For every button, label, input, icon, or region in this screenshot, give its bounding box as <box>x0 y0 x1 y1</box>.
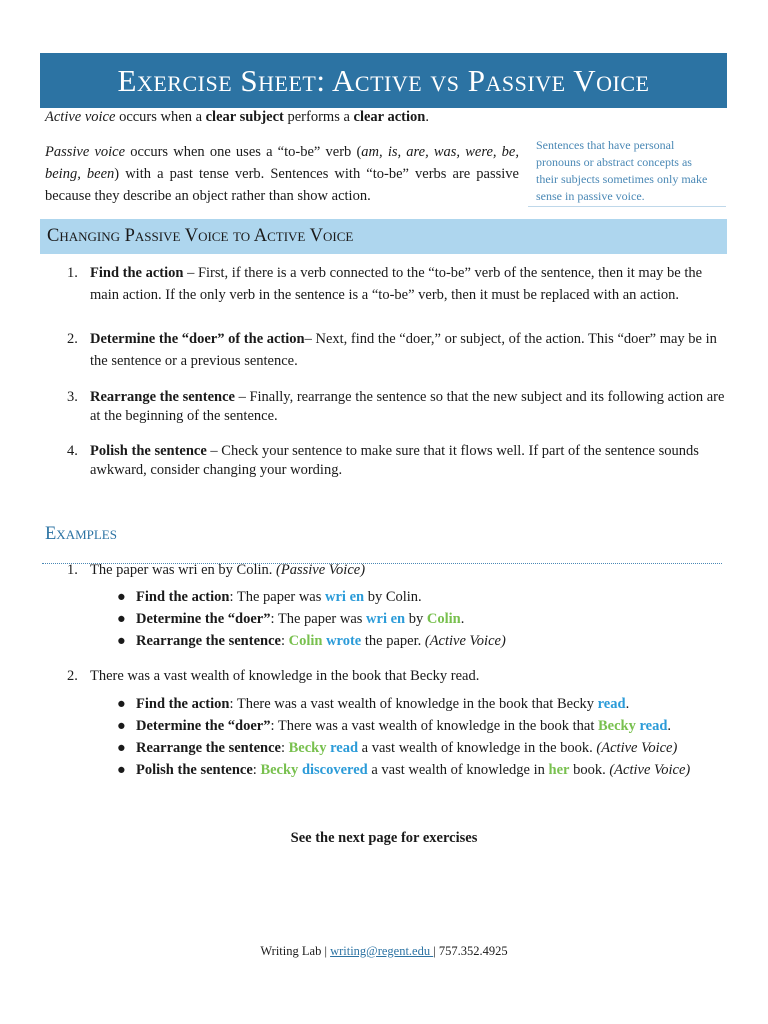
text-segment: ) with a past tense verb. Sentences with “to-be” verbs are passive because they describe an object rather than show action. <box>45 166 519 204</box>
step-label: Determine the “doer” <box>136 718 271 734</box>
highlight-action: discovered <box>301 762 368 778</box>
step-title: Rearrange the sentence <box>90 389 235 405</box>
list-item <box>113 630 725 652</box>
step-text <box>90 328 725 372</box>
page-title: Exercise Sheet: Active vs Passive Voice <box>40 53 727 108</box>
highlight-doer: Colin <box>288 633 323 649</box>
example-text <box>90 559 365 581</box>
text-segment: the paper. <box>361 633 425 649</box>
step-label: Find the action <box>136 589 230 605</box>
highlight-doer: Becky <box>260 762 299 778</box>
list-item <box>113 759 725 781</box>
text-segment: : The paper was <box>229 589 326 605</box>
text-segment: . <box>667 718 672 734</box>
voice-note: (Active Voice) <box>609 762 691 778</box>
example-text: There was a vast wealth of knowledge in the book that Becky read. <box>90 668 480 684</box>
example-number: 1. <box>67 562 78 578</box>
text-segment: a vast wealth of knowledge in the book. <box>358 740 597 756</box>
step-number: 2. <box>67 331 78 347</box>
footer-separator: | <box>433 944 439 958</box>
highlight-action: read <box>639 718 668 734</box>
active-voice-definition <box>45 107 725 127</box>
highlight-action: read <box>330 740 359 756</box>
voice-note: (Active Voice) <box>596 740 678 756</box>
step-label: Rearrange the sentence <box>136 740 281 756</box>
text-segment: . <box>460 611 465 627</box>
bullet: ● <box>117 696 126 712</box>
highlight-action: read <box>597 696 626 712</box>
step-item <box>45 388 725 426</box>
step-title: Find the action <box>90 265 184 281</box>
section-heading: Changing Passive Voice to Active Voice <box>40 219 727 254</box>
bullet: ● <box>117 762 126 778</box>
text-segment: occurs when one uses a “to-be” verb ( <box>125 144 362 160</box>
step-number: 4. <box>67 443 78 459</box>
text-segment: : There was a vast wealth of knowledge in the book that <box>270 718 598 734</box>
examples-heading: Examples <box>45 524 117 544</box>
steps-list <box>45 262 725 480</box>
example-number: 2. <box>67 668 78 684</box>
sidebar-divider <box>528 206 726 207</box>
step-description: – Finally, rearrange the sentence so that the new subject and its following action are at the beginning of the sentence. <box>90 389 725 424</box>
next-page-note: See the next page for exercises <box>290 830 478 846</box>
text-segment: occurs when a <box>115 109 206 125</box>
sidebar-note: Sentences that have personal pronouns or abstract concepts as their subjects sometimes only make sense in passive voice. <box>536 138 708 203</box>
footer-lab: Writing Lab <box>260 944 322 958</box>
bullet: ● <box>117 740 126 756</box>
example-2 <box>45 665 725 781</box>
step-description: – First, if there is a verb connected to the “to-be” verb of the sentence, then it may be the main action. If the only verb in the sentence is a “to-be” verb, then it must be replaced with an action. <box>90 265 703 303</box>
list-item <box>113 693 725 715</box>
step-description: – Check your sentence to make sure that it flows well. If part of the sentence sounds awkward, consider changing your wording. <box>90 443 699 478</box>
text-segment: book. <box>569 762 610 778</box>
step-number: 1. <box>67 265 78 281</box>
step-text <box>90 388 725 426</box>
step-item <box>45 328 725 372</box>
footer-phone: 757.352.4925 <box>438 944 508 958</box>
email-link[interactable]: writing@regent.edu <box>330 944 434 958</box>
text-segment: a vast wealth of knowledge in <box>367 762 549 778</box>
step-text <box>90 442 725 480</box>
example-sentence <box>45 665 725 687</box>
text-segment: : There was a vast wealth of knowledge in the book that Becky <box>229 696 598 712</box>
passive-voice-term: Passive voice <box>45 144 126 160</box>
step-title: Polish the sentence <box>90 443 207 459</box>
step-label: Find the action <box>136 696 230 712</box>
step-description: – Next, find the “doer,” or subject, of the action. This “doer” may be in the sentence or a previous sentence. <box>90 331 717 369</box>
footer-separator: | <box>321 944 331 958</box>
example-1 <box>45 559 725 652</box>
voice-note: (Passive Voice) <box>276 562 366 578</box>
list-item <box>113 737 725 759</box>
highlight-doer: Becky <box>598 718 636 734</box>
highlight-doer: Colin <box>426 611 461 627</box>
step-item <box>45 262 725 306</box>
list-item <box>113 715 725 737</box>
passive-voice-definition <box>45 141 519 207</box>
step-text <box>90 262 725 306</box>
footer <box>0 944 768 959</box>
text-segment: by <box>405 611 427 627</box>
text-segment: by Colin. <box>364 589 422 605</box>
step-label: Rearrange the sentence <box>136 633 281 649</box>
text-segment: . <box>625 696 630 712</box>
highlight-action: wrote <box>326 633 362 649</box>
list-item <box>113 586 725 608</box>
step-label: Determine the “doer” <box>136 611 271 627</box>
list-item <box>113 608 725 630</box>
step-title: Determine the “doer” of the action <box>90 331 305 347</box>
bullet: ● <box>117 633 126 649</box>
highlight-doer: her <box>548 762 570 778</box>
text-segment: . <box>425 109 429 125</box>
example-steps <box>113 693 725 781</box>
text-segment: : <box>252 762 261 778</box>
example-steps <box>113 586 725 652</box>
example-sentence <box>45 559 725 581</box>
bold-term: clear subject <box>205 109 284 125</box>
active-voice-term: Active voice <box>45 109 116 125</box>
voice-note: (Active Voice) <box>424 633 506 649</box>
text-segment: : <box>280 740 289 756</box>
step-item <box>45 442 725 480</box>
highlight-action: wri en <box>366 611 406 627</box>
bullet: ● <box>117 611 126 627</box>
bold-term: clear action <box>353 109 426 125</box>
bullet: ● <box>117 589 126 605</box>
highlight-action: wri en <box>325 589 365 605</box>
step-number: 3. <box>67 389 78 405</box>
step-label: Polish the sentence <box>136 762 253 778</box>
text-segment: The paper was wri en by Colin. <box>90 562 277 578</box>
text-segment: performs a <box>283 109 354 125</box>
text-segment: : <box>280 633 289 649</box>
text-segment: : The paper was <box>270 611 367 627</box>
to-be-verb-list: am, is, are, was, were, be, being, been <box>45 144 519 182</box>
bullet: ● <box>117 718 126 734</box>
highlight-doer: Becky <box>288 740 327 756</box>
